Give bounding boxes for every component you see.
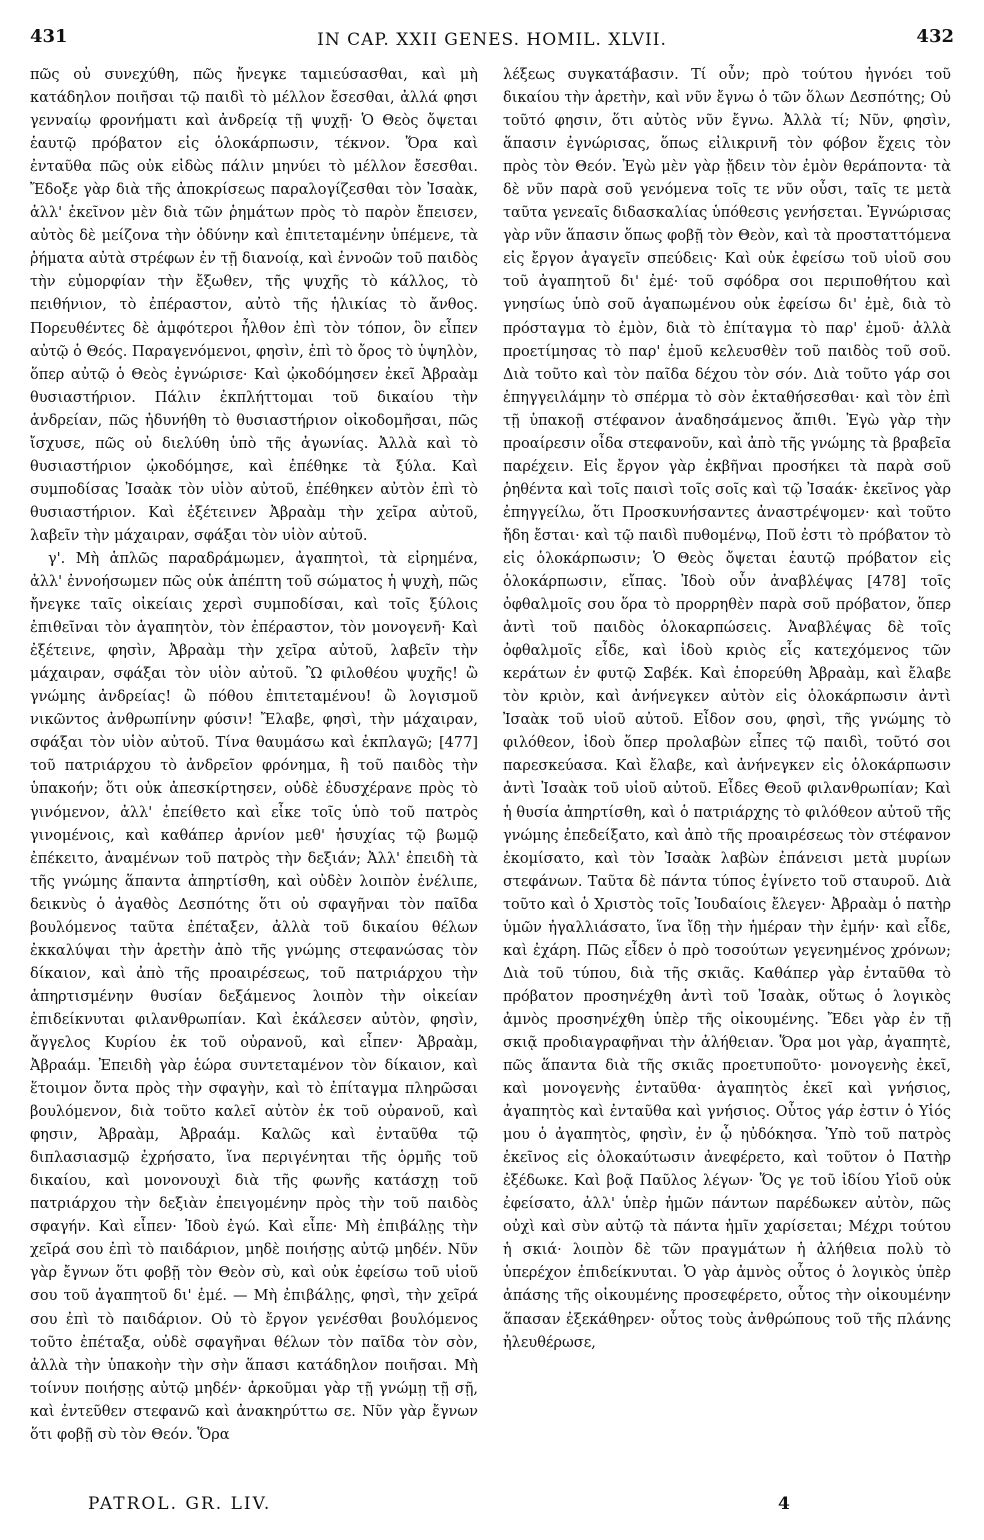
page-number-left: 431 [30, 26, 68, 47]
running-title: IN CAP. XXII GENES. HOMIL. XLVII. [317, 30, 667, 50]
page-footer [30, 1494, 954, 1526]
left-column-paragraph: πῶς οὐ συνεχύθη, πῶς ἤνεγκε ταμιεύσασθαι, καὶ μὴ κατάδηλον ποιῆσαι τῷ παιδὶ τὸ μέλλον ἔσεσθαι, ἀλλά φησι γενναίῳ φρονήματι καὶ ἀνδρείᾳ τῇ ψυχῇ· Ὁ Θεὸς ὄψεται ἑαυτῷ πρόβατον εἰς ὁλοκάρπωσιν, τέκνον. Ὅρα καὶ ἐνταῦθα πῶς οὐκ εἰδὼς πάλιν μηνύει τὸ μέλλον ἔσεσθαι. Ἔδοξε γὰρ διὰ τῆς ἀποκρίσεως παραλογίζεσθαι τὸν Ἰσαὰκ, ἀλλ' ἐκεῖνον μὲν διὰ τῶν ῥημάτων πρὸς τὸ παρὸν ἔπεισεν, αὐτὸς δὲ μείζονα τὴν ὀδύνην καὶ ἐπιτεταμένην ὑπέμενε, τὰ ῥήματα αὐτὰ στρέφων ἐν τῇ διανοίᾳ, καὶ ἐννοῶν τοῦ παιδὸς τὴν εὐμορφίαν τὴν ἔξωθεν, τῆς ψυχῆς τὸ κάλλος, τὸ πειθήνιον, τὸ ἐπέραστον, αὐτὸ τῆς ἡλικίας τὸ ἄνθος. Πορευθέντες δὲ ἀμφότεροι ἦλθον ἐπὶ τὸν τόπον, ὃν εἶπεν αὐτῷ ὁ Θεός. Παραγενόμενοι, φησὶν, ἐπὶ τὸ ὄρος τὸ ὑψηλὸν, ὅπερ αὐτῷ ὁ Θεὸς ἐγνώρισε· Καὶ ᾠκοδόμησεν ἐκεῖ Ἀβραὰμ θυσιαστήριον. Πάλιν ἐκπλήττομαι τοῦ δικαίου τὴν ἀνδρείαν, πῶς ἠδυνήθη τὸ θυσιαστήριον οἰκοδομῆσαι, πῶς ἴσχυσε, πῶς οὐ διελύθη ὑπὸ τῆς ἀγωνίας. Ἀλλὰ καὶ τὸ θυσιαστήριον ᾠκοδόμησε, καὶ ἐπέθηκε τὰ ξύλα. Καὶ συμποδίσας Ἰσαὰκ τὸν υἱὸν αὐτοῦ, ἐπέθηκεν αὐτὸν ἐπὶ τὸ θυσιαστήριον. Καὶ ἐξέτεινεν Ἀβραὰμ τὴν χεῖρα αὐτοῦ, λαβεῖν τὴν μάχαιραν, σφάξαι τὸν υἱὸν αὐτοῦ. [30, 67, 478, 544]
signature-mark: 4 [778, 1494, 790, 1514]
left-column [30, 64, 478, 1476]
left-column-paragraph: γ'. Μὴ ἁπλῶς παραδράμωμεν, ἀγαπητοὶ, τὰ εἰρημένα, ἀλλ' ἐννοήσωμεν πῶς οὐκ ἀπέπτη τοῦ σώματος ἡ ψυχὴ, πῶς ἤνεγκε ταῖς οἰκείαις χερσὶ συμποδίσαι, καὶ τοῖς ξύλοις ἐπιθεῖναι τὸν ἀγαπητὸν, τὸν ἐπέραστον, τὸν μονογενῆ· Καὶ ἐξέτεινε, φησὶν, Ἀβραὰμ τὴν χεῖρα αὐτοῦ, λαβεῖν τὴν μάχαιραν, σφάξαι τὸν υἱὸν αὐτοῦ. Ὢ φιλοθέου ψυχῆς! ὢ γνώμης ἀνδρείας! ὢ πόθου ἐπιτεταμένου! ὢ λογισμοῦ νικῶντος ἀνθρωπίνην φύσιν! Ἔλαβε, φησὶ, τὴν μάχαιραν, σφάξαι τὸν υἱὸν αὐτοῦ. Τίνα θαυμάσω καὶ ἐκπλαγῶ; [477] τοῦ πατριάρχου τὸ ἀνδρεῖον φρόνημα, ἢ τοῦ παιδὸς τὴν ὑπακοήν; ὅτι οὐκ ἀπεσκίρτησεν, οὐδὲ ἐδυσχέρανε πρὸς τὸ γινόμενον, ἀλλ' ἐπείθετο καὶ εἶκε τοῖς ὑπὸ τοῦ πατρὸς γινομένοις, καὶ καθάπερ ἀρνίον μεθ' ἡσυχίας τῷ βωμῷ ἐπέκειτο, ἀναμένων τοῦ πατρὸς τὴν δεξιάν; Ἀλλ' ἐπειδὴ τὰ τῆς γνώμης ἅπαντα ἀπηρτίσθη, καὶ οὐδὲν λοιπὸν ἐνέλιπε, δεικνὺς ὁ ἀγαθὸς Δεσπότης ὅτι οὐ σφαγῆναι τὸν παῖδα βουλόμενος ταῦτα ἐπέταξεν, ἀλλὰ τοῦ δικαίου θέλων ἐκκαλύψαι τὴν ἀρετὴν ἀπὸ τῆς γνώμης στεφανώσας τὸν δίκαιον, καὶ ἀπὸ τῆς προαιρέσεως, τοῦ πατριάρχου τὴν ἀπηρτισμένην θυσίαν δεξάμενος λοιπὸν τὴν οἰκείαν ἐπιδείκνυται φιλανθρωπίαν. Καὶ ἐκάλεσεν αὐτὸν, φησὶν, ἄγγελος Κυρίου ἐκ τοῦ οὐρανοῦ, καὶ εἶπεν· Ἀβραὰμ, Ἀβραάμ. Ἐπειδὴ γὰρ ἑώρα συντεταμένον τὸν δίκαιον, καὶ ἕτοιμον ὄντα πρὸς τὴν σφαγὴν, καὶ τὸ ἐπίταγμα πληρῶσαι βουλόμενον, διὰ τοῦτο καλεῖ αὐτὸν ἐκ τοῦ οὐρανοῦ, καὶ φησιν, Ἀβραὰμ, Ἀβραάμ. Καλῶς καὶ ἐνταῦθα τῷ διπλασιασμῷ ἐχρήσατο, ἵνα περιγένηται τῆς ὁρμῆς τοῦ δικαίου, καὶ μονονουχὶ διὰ τῆς φωνῆς κατάσχῃ τοῦ πατριάρχου τὴν δεξιὰν ἐπειγομένην πρὸς τὴν τοῦ παιδὸς σφαγήν. Καὶ εἶπεν· Ἰδοὺ ἐγώ. Καὶ εἶπε· Μὴ ἐπιβάλῃς τὴν χεῖρά σου ἐπὶ τὸ παιδάριον, μηδὲ ποιήσῃς αὐτῷ μηδέν. Νῦν γὰρ ἔγνων ὅτι φοβῇ τὸν Θεὸν σὺ, καὶ οὐκ ἐφείσω τοῦ υἱοῦ σου τοῦ ἀγαπητοῦ δι' ἐμέ. — Μὴ ἐπιβάλῃς, φησὶ, τὴν χεῖρά σου ἐπὶ τὸ παιδάριον. Οὐ τὸ ἔργον γενέσθαι βουλόμενος τοῦτο ἐπέταξα, οὐδὲ σφαγῆναι θέλων τὸν παῖδα τὸν σὸν, ἀλλὰ τὴν ὑπακοὴν τὴν σὴν ἅπασι κατάδηλον ποιῆσαι. Μὴ τοίνυν ποιήσῃς αὐτῷ μηδέν· ἀρκοῦμαι γὰρ τῇ γνώμῃ τῇ σῇ, καὶ ἐντεῦθεν στεφανῶ καὶ ἀνακηρύττω σε. Νῦν γὰρ ἔγνων ὅτι φοβῇ σὺ τὸν Θεόν. Ὅρα [30, 550, 478, 1443]
page-number-right: 432 [916, 26, 954, 47]
signature-line: PATROL. GR. LIV. [88, 1494, 272, 1514]
right-column-paragraph: λέξεως συγκατάβασιν. Τί οὖν; πρὸ τούτου ἠγνόει τοῦ δικαίου τὴν ἀρετὴν, καὶ νῦν ἔγνω ὁ τῶν ὅλων Δεσπότης; Οὐ τοῦτό φησιν, ὅτι αὐτὸς νῦν ἔγνω. Ἀλλὰ τί; Νῦν, φησὶν, ἅπασιν ἐγνώρισας, ὅπως εἰλικρινῆ τὸν φόβον ἔχεις τὸν πρὸς τὸν Θεόν. Ἐγὼ μὲν γὰρ ᾔδειν τὸν ἐμὸν θεράποντα· τὰ δὲ νῦν παρὰ σοῦ γενόμενα τοῖς τε νῦν οὖσι, ταῖς τε μετὰ ταῦτα γενεαῖς διδασκαλίας ὑπόθεσις γενήσεται. Ἐγνώρισας γὰρ νῦν ἅπασιν ὅπως φοβῇ τὸν Θεὸν, καὶ τὰ προσταττόμενα εἰς ἔργον ἀγαγεῖν σπεύδεις· Καὶ οὐκ ἐφείσω τοῦ υἱοῦ σου τοῦ ἀγαπητοῦ δι' ἐμέ· τοῦ σφόδρα σοι περιποθήτου καὶ γνησίως ὑπὸ σοῦ ἀγαπωμένου οὐκ ἐφείσω δι' ἐμὲ, διὰ τὸ πρόσταγμα τὸ ἐμὸν, διὰ τὸ ἐπίταγμα τὸ παρ' ἐμοῦ· ἀλλὰ προετίμησας τὸ παρ' ἐμοῦ κελευσθὲν τοῦ παιδὸς τοῦ σοῦ. Διὰ τοῦτο καὶ τὸν παῖδα δέχου τὸν σόν. Διὰ τοῦτο γάρ σοι ἐπηγγειλάμην τὸ σπέρμα τὸ σὸν ἐκταθήσεσθαι· καὶ τὸν ἐπὶ τῇ ὑπακοῇ στέφανον ἀναδησάμενος ἄπιθι. Ἐγὼ γὰρ τὴν προαίρεσιν οἶδα στεφανοῦν, καὶ ἀπὸ τῆς γνώμης τὰ βραβεῖα παρέχειν. Εἰς ἔργον γὰρ ἐκβῆναι προσήκει τὰ παρὰ σοῦ ῥηθέντα καὶ τοῖς παισὶ τοῖς σοῖς καὶ τῷ Ἰσαάκ· ἐκεῖνος γὰρ ἐπηγγείλω, ὅτι Προσκυνήσαντες ἀναστρέψομεν· καὶ τοῦτο ἤδη ἔσται· καὶ τῷ παιδὶ πυθομένῳ, Ποῦ ἐστι τὸ πρόβατον τὸ εἰς ὁλοκάρπωσιν; Ὁ Θεὸς ὄψεται ἑαυτῷ πρόβατον εἰς ὁλοκάρπωσιν, εἴπας. Ἰδοὺ οὖν ἀναβλέψας [478] τοῖς ὀφθαλμοῖς σου ὅρα τὸ προρρηθὲν παρὰ σοῦ πρόβατον, ὅπερ ἀντὶ τοῦ παιδὸς ὁλοκαρπώσεις. Ἀναβλέψας δὲ τοῖς ὀφθαλμοῖς εἶδε, καὶ ἰδοὺ κριὸς εἷς κατεχόμενος τῶν κεράτων ἐν φυτῷ Σαβέκ. Καὶ ἐπορεύθη Ἀβραὰμ, καὶ ἔλαβε τὸν κριὸν, καὶ ἀνήνεγκεν αὐτὸν εἰς ὁλοκάρπωσιν ἀντὶ Ἰσαὰκ τοῦ υἱοῦ αὐτοῦ. Εἶδον σου, φησὶ, τῆς γνώμης τὸ φιλόθεον, ἰδοὺ ὅπερ προλαβὼν εἶπες τῷ παιδὶ, τοῦτό σοι παρεσκεύασα. Καὶ ἔλαβε, καὶ ἀνήνεγκεν εἰς ὁλοκάρπωσιν ἀντὶ Ἰσαὰκ τοῦ υἱοῦ αὐτοῦ. Εἶδες Θεοῦ φιλανθρωπίαν; Καὶ ἡ θυσία ἀπηρτίσθη, καὶ ὁ πατριάρχης τὸ φιλόθεον αὐτοῦ τῆς γνώμης ἐπεδείξατο, καὶ ἀπὸ τῆς προαιρέσεως τὸν στέφανον ἐκομίσατο, καὶ τὸν Ἰσαὰκ λαβὼν ἐπάνεισι μετὰ μυρίων στεφάνων. Ταῦτα δὲ πάντα τύπος ἐγίνετο τοῦ σταυροῦ. Διὰ τοῦτο καὶ ὁ Χριστὸς τοῖς Ἰουδαίοις ἔλεγεν· Ἀβραὰμ ὁ πατὴρ ὑμῶν ἠγαλλιάσατο, ἵνα ἴδῃ τὴν ἡμέραν τὴν ἐμήν· καὶ εἶδε, καὶ ἐχάρη. Πῶς εἶδεν ὁ πρὸ τοσούτων γεγενημένος χρόνων; Διὰ τοῦ τύπου, διὰ τῆς σκιᾶς. Καθάπερ γὰρ ἐνταῦθα τὸ πρόβατον προσηνέχθη ἀντὶ τοῦ Ἰσαὰκ, οὕτως ὁ λογικὸς ἀμνὸς προσηνέχθη ὑπὲρ τῆς οἰκουμένης. Ἔδει γὰρ ἐν τῇ σκιᾷ προδιαγραφῆναι τὴν ἀλήθειαν. Ὅρα μοι γὰρ, ἀγαπητὲ, πῶς ἅπαντα διὰ τῆς σκιᾶς προετυποῦτο· μονογενὴς ἐκεῖ, καὶ μονογενὴς ἐνταῦθα· ἀγαπητὸς ἐκεῖ καὶ γνήσιος, ἀγαπητὸς καὶ ἐνταῦθα καὶ γνήσιος. Οὗτος γάρ ἐστιν ὁ Υἱός μου ὁ ἀγαπητὸς, φησὶν, ἐν ᾧ ηὐδόκησα. Ὑπὸ τοῦ πατρὸς ἐκεῖνος εἰς ὁλοκαύτωσιν ἀνεφέρετο, καὶ τοῦτον ὁ Πατὴρ ἐξέδωκε. Καὶ βοᾷ Παῦλος λέγων· Ὅς γε τοῦ ἰδίου Υἱοῦ οὐκ ἐφείσατο, ἀλλ' ὑπὲρ ἡμῶν πάντων παρέδωκεν αὐτὸν, πῶς οὐχὶ καὶ σὺν αὐτῷ τὰ πάντα ἡμῖν χαρίσεται; Μέχρι τούτου ἡ σκιά· λοιπὸν δὲ τῶν πραγμάτων ἡ ἀλήθεια πολὺ τὸ ὑπερέχον ἐπιδείκνυται. Ὁ γὰρ ἀμνὸς οὗτος ὁ λογικὸς ὑπὲρ ἁπάσης τῆς οἰκουμένης προσεφέρετο, οὗτος τὴν οἰκουμένην ἅπασαν ἐξεκάθηρεν· οὗτος τοὺς ἀνθρώπους τοῦ τῆς πλάνης ἠλευθέρωσε, [503, 67, 951, 1351]
right-column [503, 64, 951, 1476]
page-header [30, 26, 954, 58]
